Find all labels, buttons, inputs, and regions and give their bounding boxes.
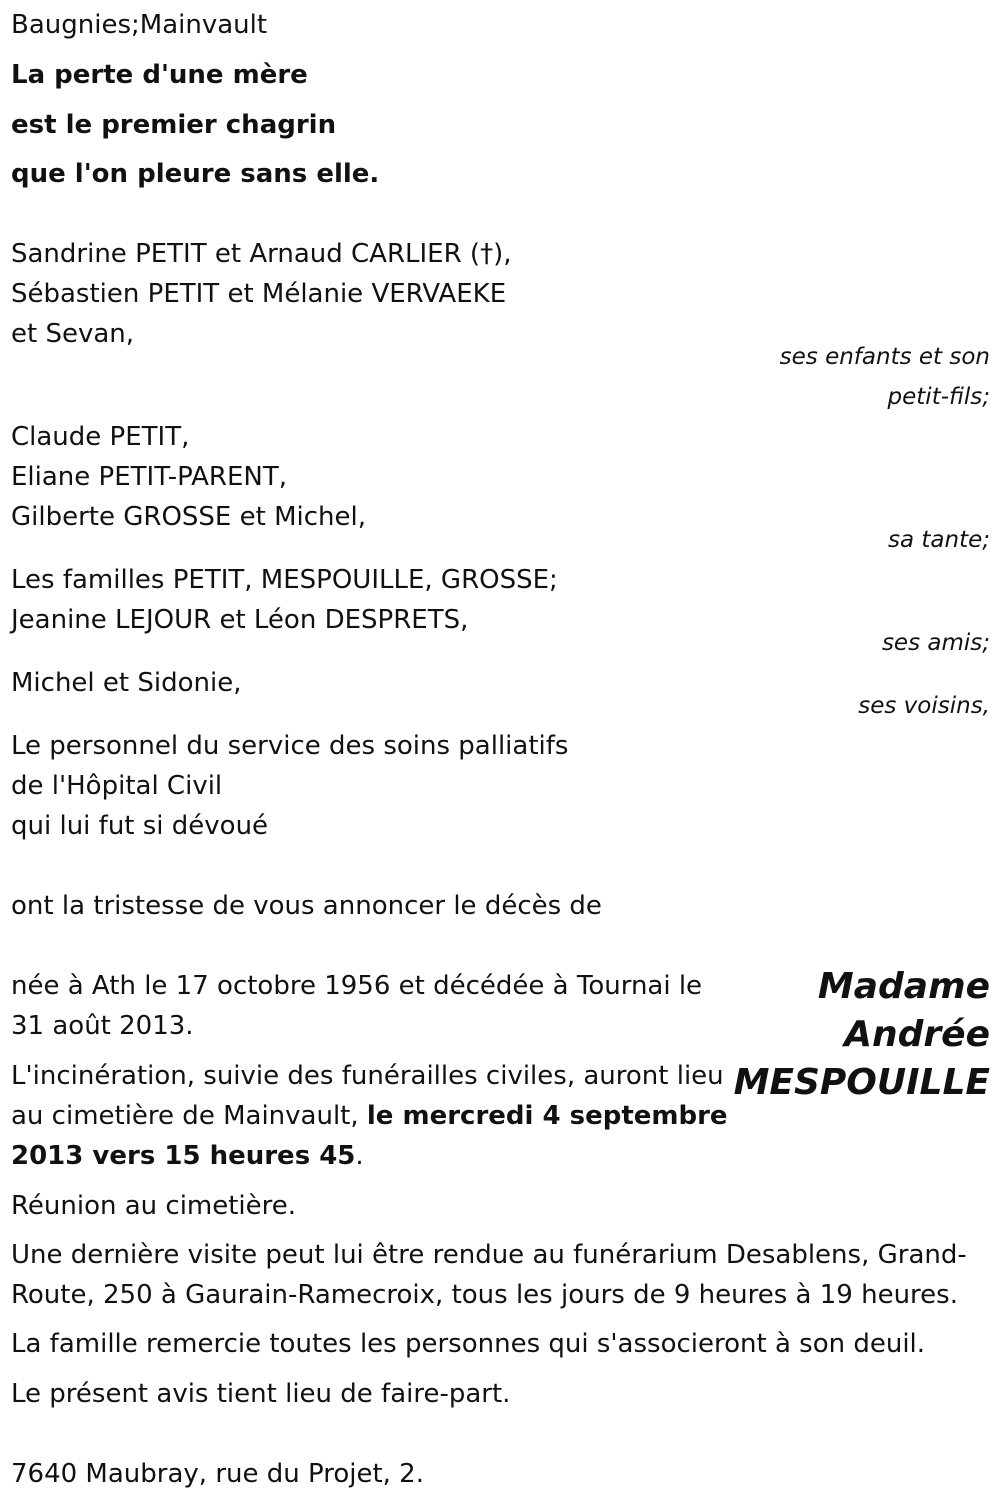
ceremony-line-1: L'incinération, suivie des funérailles civiles, auront lieu [11, 1061, 724, 1091]
children-line-1: Sandrine PETIT et Arnaud CARLIER (†), [11, 239, 512, 269]
announcement: ont la tristesse de vous annoncer le décès de [11, 891, 602, 921]
ceremony-line-3 [11, 1143, 364, 1169]
location-header: Baugnies;Mainvault [11, 10, 268, 40]
quote-line-2: est le premier chagrin [11, 110, 337, 140]
visit-line-2: Route, 250 à Gaurain-Ramecroix, tous les jours de 9 heures à 19 heures. [11, 1280, 958, 1310]
birth-line-2: 31 août 2013. [11, 1011, 194, 1041]
birth-line-1: née à Ath le 17 octobre 1956 et décédée à Tournai le [11, 971, 703, 1001]
ceremony-period: . [355, 1141, 364, 1171]
staff-line-2: de l'Hôpital Civil [11, 771, 223, 801]
friends-line-2: Jeanine LEJOUR et Léon DESPRETS, [11, 605, 469, 635]
ceremony-location-text: au cimetière de Mainvault, [11, 1101, 367, 1131]
quote-line-1: La perte d'une mère [11, 60, 308, 90]
deceased-last-name: MESPOUILLE [733, 1062, 990, 1103]
staff-line-1: Le personnel du service des soins palliatifs [11, 731, 569, 761]
visit-line-1: Une dernière visite peut lui être rendue au funérarium Desablens, Grand- [11, 1240, 967, 1270]
quote-line-3: que l'on pleure sans elle. [11, 159, 380, 189]
neighbours-role: ses voisins, [858, 693, 990, 719]
neighbours-line: Michel et Sidonie, [11, 668, 242, 698]
thanks-note: La famille remercie toutes les personnes qui s'associeront à son deuil. [11, 1329, 926, 1359]
friends-role: ses amis; [881, 630, 990, 656]
children-role-line-2: petit-fils; [887, 384, 990, 410]
deceased-title: Madame [817, 966, 990, 1007]
ceremony-time-text: 2013 vers 15 heures 45 [11, 1141, 356, 1171]
address: 7640 Maubray, rue du Projet, 2. [11, 1459, 424, 1489]
aunt-group-line-3: Gilberte GROSSE et Michel, [11, 502, 366, 532]
notice-note: Le présent avis tient lieu de faire-part. [11, 1379, 511, 1409]
aunt-group-line-1: Claude PETIT, [11, 422, 190, 452]
ceremony-line-2 [11, 1103, 728, 1129]
children-role-line-1: ses enfants et son [779, 344, 990, 370]
friends-line-1: Les familles PETIT, MESPOUILLE, GROSSE; [11, 565, 558, 595]
meeting-note: Réunion au cimetière. [11, 1191, 297, 1221]
ceremony-date-text: le mercredi 4 septembre [366, 1101, 728, 1131]
children-line-2: Sébastien PETIT et Mélanie VERVAEKE [11, 279, 507, 309]
children-line-3: et Sevan, [11, 319, 135, 349]
aunt-group-line-2: Eliane PETIT-PARENT, [11, 462, 287, 492]
staff-line-3: qui lui fut si dévoué [11, 811, 269, 841]
deceased-first-name: Andrée [844, 1014, 990, 1055]
aunt-role: sa tante; [888, 527, 990, 553]
